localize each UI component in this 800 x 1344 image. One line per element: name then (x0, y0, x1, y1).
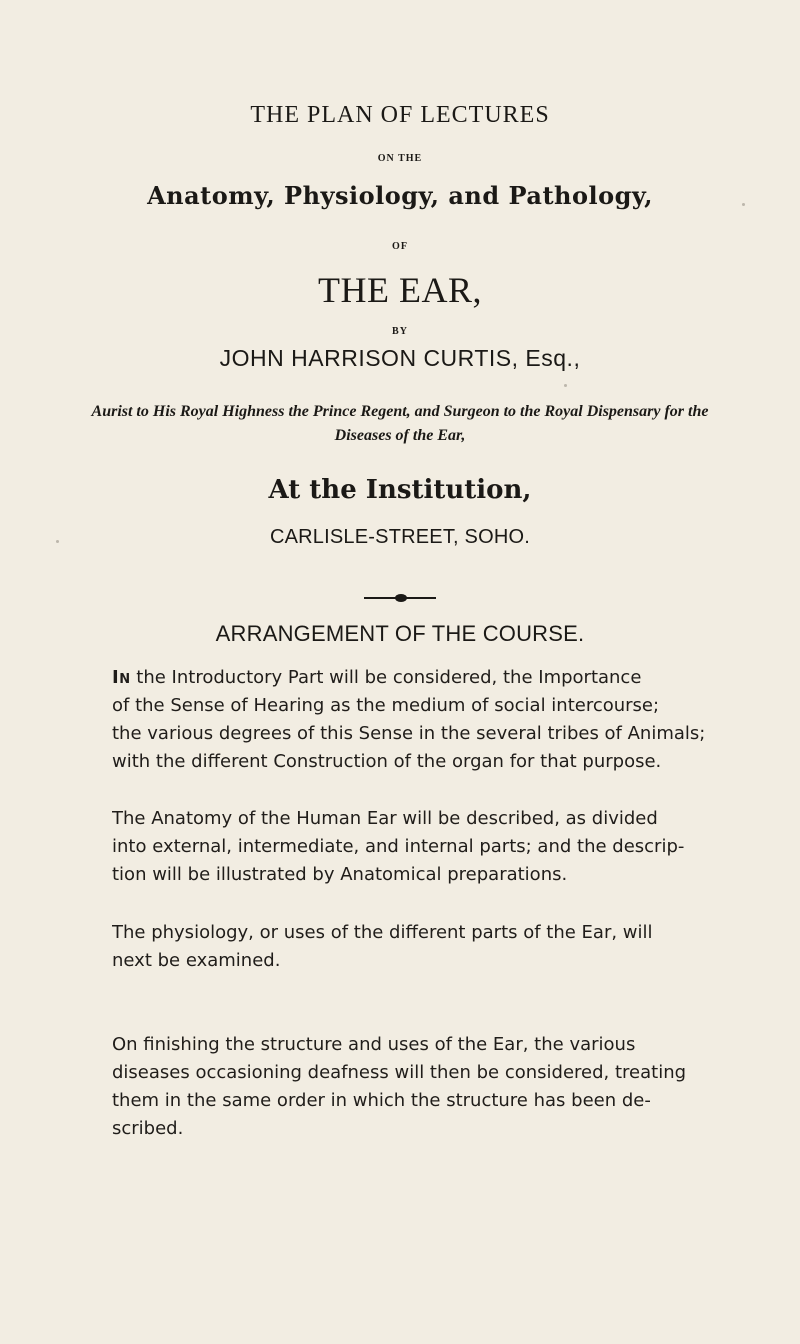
paragraph-line: On finishing the structure and uses of the Ear, the various (112, 1034, 636, 1055)
paragraph-line: The physiology, or uses of the different parts of the Ear, will (112, 922, 653, 943)
paragraph-line: scribed. (112, 1118, 184, 1139)
rule-ornament (395, 594, 407, 602)
subject-line: Anatomy, Physiology, and Pathology, (147, 181, 653, 210)
ear-heading: THE EAR, (318, 270, 482, 310)
paragraph-line: into external, intermediate, and internal parts; and the descrip- (112, 836, 685, 857)
author-name: JOHN HARRISON CURTIS, Esq., (219, 345, 581, 371)
arrangement-heading: ARRANGEMENT OF THE COURSE. (215, 621, 585, 646)
paragraph-line: with the different Construction of the organ for that purpose. (112, 751, 662, 772)
paragraph-introductory (112, 664, 708, 776)
of-line: OF (392, 241, 408, 252)
author-description: Aurist to His Royal Highness the Prince Regent, and Surgeon to the Royal Dispensary for the Diseases of the Ear, (91, 403, 709, 444)
paragraph-line: next be examined. (112, 950, 281, 971)
paragraph-line: The Anatomy of the Human Ear will be described, as divided (112, 808, 658, 829)
by-line: BY (392, 326, 408, 337)
paragraph-line: diseases occasioning deafness will then be considered, treating (112, 1062, 687, 1083)
on-the-line: ON THE (377, 153, 423, 164)
paragraph-line: tion will be illustrated by Anatomical preparations. (112, 864, 568, 885)
paragraph-line: the various degrees of this Sense in the several tribes of Animals; (112, 723, 706, 744)
line-text: the Introductory Part will be considered, the Importance (130, 667, 642, 688)
institution-line: At the Institution, (268, 475, 532, 505)
paper-speck (56, 540, 59, 543)
document-title: THE PLAN OF LECTURES (250, 102, 550, 128)
paragraph-line: them in the same order in which the structure has been de- (112, 1090, 651, 1111)
paragraph-physiology (112, 919, 708, 975)
paragraph-diseases (112, 1031, 708, 1143)
paragraph-line: of the Sense of Hearing as the medium of social intercourse; (112, 695, 660, 716)
ornamental-rule (364, 592, 436, 604)
street-line: CARLISLE-STREET, SOHO. (269, 526, 530, 548)
paragraph-line (112, 664, 708, 692)
lead-word: In (112, 667, 131, 688)
paragraph-anatomy (112, 805, 708, 889)
paper-speck (742, 203, 745, 206)
paper-speck (564, 384, 567, 387)
